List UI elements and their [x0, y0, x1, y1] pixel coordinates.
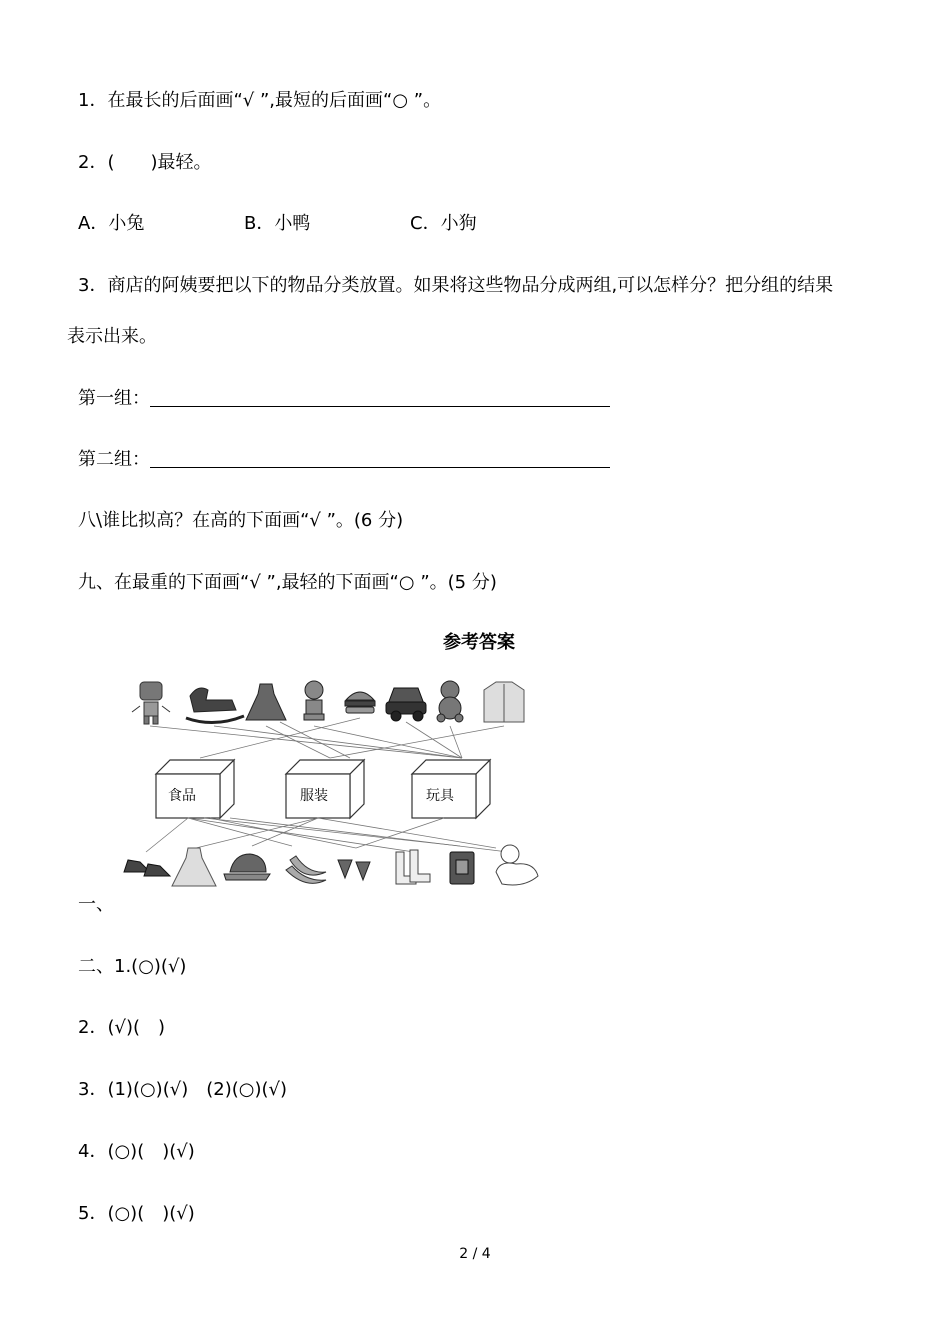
box-food-label: 食品: [168, 788, 196, 804]
answer-heading: 参考答案: [443, 632, 515, 653]
question-2: 2．( )最轻。: [78, 152, 212, 173]
group-2-blank: [150, 449, 610, 468]
answer-3: 2．(√)( ): [78, 1017, 166, 1038]
answer-1: 一、: [78, 894, 114, 915]
jacket-icon: [484, 682, 524, 722]
option-a: A．小兔: [78, 213, 145, 234]
box-clothing-label: 服装: [300, 788, 328, 804]
teddy-bear-icon: [437, 681, 463, 722]
toy-car-icon: [386, 688, 426, 721]
boots-icon: [396, 850, 430, 884]
page-number: 2 / 4: [459, 1246, 491, 1262]
rocking-horse-icon: [186, 688, 244, 723]
box-toys-label: 玩具: [426, 788, 454, 804]
group-1-blank: [150, 388, 610, 407]
answer-5: 4．(○)( )(√): [78, 1141, 195, 1162]
group-1-row: [78, 384, 610, 410]
matching-lines-top: [150, 718, 504, 758]
shoes-icon: [124, 860, 170, 876]
question-3-line1: 3．商店的阿姨要把以下的物品分类放置。如果将这些物品分成两组,可以怎样分？把分组的结果: [78, 275, 834, 296]
answer-2: 二、1.(○)(√): [78, 956, 187, 977]
group-2-label: 第二组：: [78, 449, 150, 470]
rubber-duck-icon: [496, 845, 538, 885]
classification-figure: [120, 676, 544, 890]
answer-6: 5．(○)( )(√): [78, 1203, 195, 1224]
robot-icon: [132, 682, 170, 724]
question-8: 八\谁比拟高？在高的下面画“√ ”。(6 分): [78, 510, 404, 531]
group-1-label: 第一组：: [78, 388, 150, 409]
gown-icon: [172, 848, 216, 886]
answer-4: 3．(1)(○)(√) (2)(○)(√): [78, 1079, 287, 1100]
hamburger-icon: [345, 692, 375, 713]
doll-icon: [304, 681, 324, 720]
group-2-row: [78, 445, 610, 471]
snack-bag-icon: [450, 852, 474, 884]
option-c: C．小狗: [410, 213, 477, 234]
bananas-icon: [286, 856, 326, 883]
dress-icon: [246, 684, 286, 720]
strawberries-icon: [338, 860, 370, 880]
question-1: 1．在最长的后面画“√ ”,最短的后面画“○ ”。: [78, 90, 442, 111]
matching-lines-bottom: [146, 818, 508, 852]
option-b: B．小鸭: [244, 213, 311, 234]
question-3-line2: 表示出来。: [67, 326, 157, 347]
cap-icon: [224, 854, 270, 880]
question-9: 九、在最重的下面画“√ ”,最轻的下面画“○ ”。(5 分): [78, 572, 497, 593]
